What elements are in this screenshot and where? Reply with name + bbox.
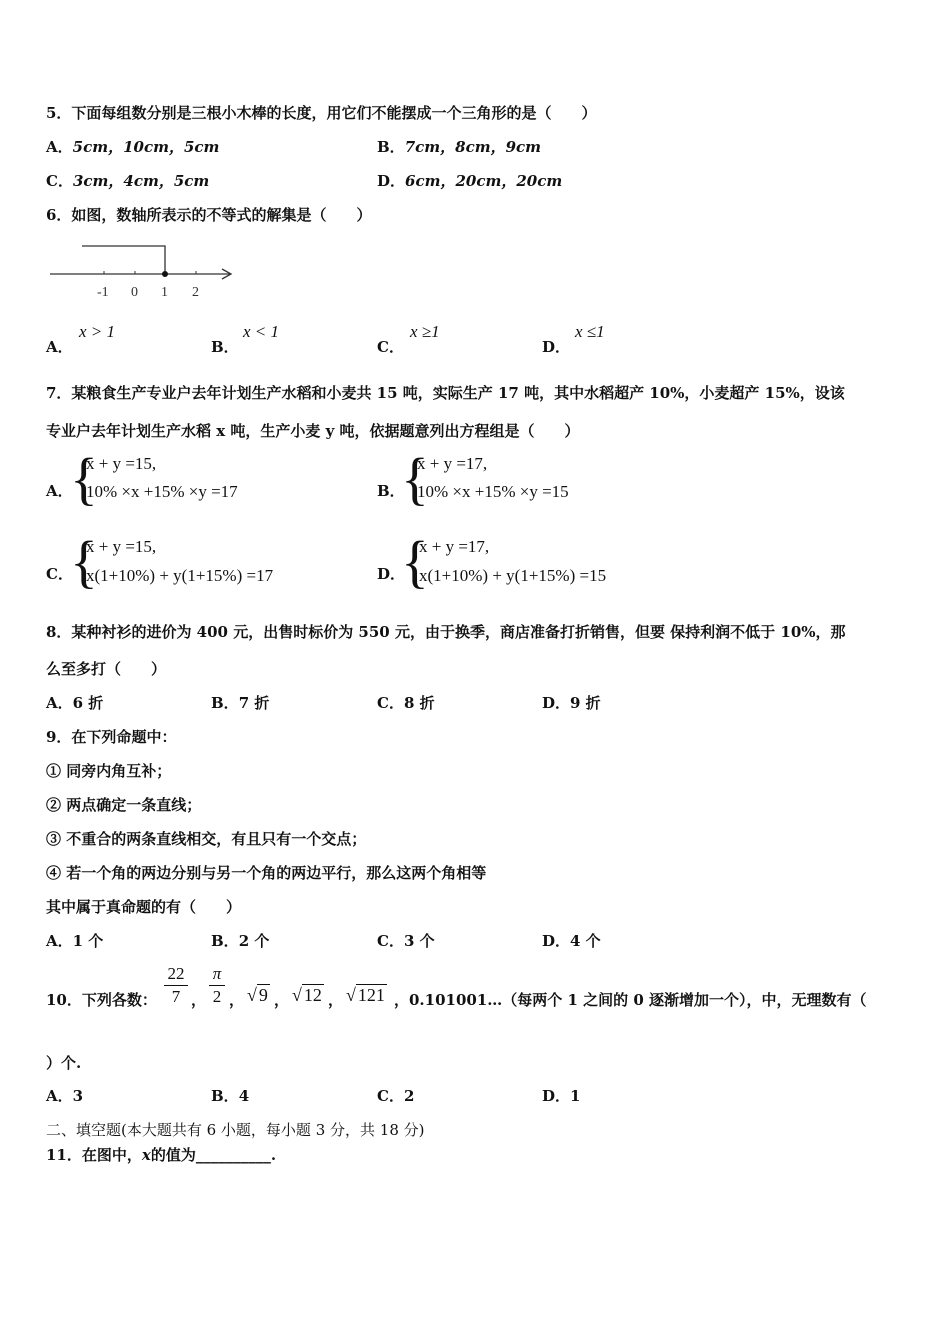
- section-heading: 二、填空题(本大题共有 6 小题，每小题 3 分，共 18 分): [46, 1121, 425, 1139]
- q7-stem-line2: 专业户去年计划生产水稻 x 吨，生产小麦 y 吨，依据题意列出方程组是（ ）: [46, 422, 580, 440]
- q5-option-d: D．6cm，20cm，20cm: [377, 172, 563, 190]
- fraction-numerator: 22: [167, 964, 185, 983]
- number-line-figure: [46, 236, 246, 306]
- q7-option-c-letter: C．: [46, 565, 73, 583]
- q7-option-b-eq1: x + y =17,: [417, 454, 488, 473]
- q7-option-b-letter: B．: [377, 482, 405, 500]
- q7-option-a-eq2: 10% ×x +15% ×y =17: [86, 482, 238, 501]
- fraction-pi-over-2: [209, 964, 225, 1007]
- q9-option-b: B．2 个: [211, 932, 270, 950]
- q10-option-a: A．3: [46, 1087, 84, 1105]
- q7-option-d-letter: D．: [377, 565, 406, 583]
- q8-option-b: B．7 折: [211, 694, 270, 712]
- q11-text: 11．在图中，x的值为__________.: [46, 1146, 277, 1164]
- q7-option-b-eq2: 10% ×x +15% ×y =15: [417, 482, 569, 501]
- q9-item-3: ③ 不重合的两条直线相交，有且只有一个交点；: [46, 830, 367, 848]
- fraction-denominator: 7: [171, 987, 181, 1006]
- q8-option-d: D．9 折: [542, 694, 601, 712]
- left-brace: {: [70, 446, 98, 511]
- q6-option-a-letter: A．: [46, 338, 73, 356]
- comma: ，: [274, 991, 290, 1009]
- comma: ，: [191, 991, 207, 1009]
- q8-stem-line1: 8．某种衬衫的进价为 400 元，出售时标价为 550 元，由于换季，商店准备打折销售，但要 保持利润不低于 10%，那: [46, 623, 846, 641]
- q8-option-a: A．6 折: [46, 694, 104, 712]
- q5-option-b: B．7cm，8cm，9cm: [377, 138, 542, 156]
- tick-label: 0: [131, 285, 138, 300]
- q6-option-d-letter: D．: [542, 338, 571, 356]
- q10-prefix: 10．下列各数：: [46, 991, 157, 1009]
- fraction-denominator: 2: [212, 987, 222, 1006]
- sqrt-121: √ 121: [346, 985, 385, 1005]
- fraction-22-over-7: [164, 964, 188, 1007]
- comma: ，: [229, 991, 245, 1009]
- q7-option-d-eq2: x(1+10%) + y(1+15%) =15: [419, 566, 607, 585]
- solid-endpoint: [162, 271, 168, 277]
- solution-ray: [82, 246, 165, 274]
- fraction-numerator: π: [212, 964, 222, 983]
- q5-option-a: A．5cm，10cm，5cm: [46, 138, 220, 156]
- q9-item-2: ② 两点确定一条直线；: [46, 796, 202, 814]
- q10-option-d: D．1: [542, 1087, 581, 1105]
- q10-option-c: C．2: [377, 1087, 415, 1105]
- q7-option-c-eq1: x + y =15,: [86, 537, 157, 556]
- q9-option-d: D．4 个: [542, 932, 601, 950]
- tick-label: 1: [161, 285, 168, 300]
- q5-stem: 5．下面每组数分别是三根小木棒的长度，用它们不能摆成一个三角形的是（ ）: [46, 104, 597, 122]
- q7-option-c-eq2: x(1+10%) + y(1+15%) =17: [86, 566, 274, 585]
- q7-option-a-letter: A．: [46, 482, 73, 500]
- answer-blank[interactable]: __________: [195, 1146, 271, 1164]
- tick-label: -1: [97, 285, 109, 300]
- q6-option-c-text: x ≥1: [410, 322, 440, 341]
- left-brace: {: [70, 529, 98, 594]
- comma: ，: [328, 991, 344, 1009]
- q9-item-4: ④ 若一个角的两边分别与另一个角的两边平行，那么这两个角相等: [46, 864, 487, 882]
- q5-option-c: C．3cm，4cm，5cm: [46, 172, 210, 190]
- q8-option-c: C．8 折: [377, 694, 435, 712]
- q6-option-a-text: x > 1: [79, 322, 116, 341]
- sqrt-9: √ 9: [247, 985, 268, 1005]
- q7-stem-line1: 7．某粮食生产专业户去年计划生产水稻和小麦共 15 吨，实际生产 17 吨，其中水稻超产 10%，小麦超产 15%，设该: [46, 384, 845, 402]
- left-brace: {: [401, 529, 429, 594]
- sqrt-12: √ 12: [292, 985, 322, 1005]
- left-brace: {: [401, 446, 429, 511]
- q8-stem-line2: 么至多打（ ）: [46, 660, 167, 678]
- q6-option-c-letter: C．: [377, 338, 404, 356]
- q7-option-d-eq1: x + y =17,: [419, 537, 490, 556]
- q6-option-b-text: x < 1: [243, 322, 280, 341]
- q7-option-a-eq1: x + y =15,: [86, 454, 157, 473]
- tick-label: 2: [192, 285, 199, 300]
- q10-line2: ）个.: [46, 1054, 82, 1072]
- q9-question: 其中属于真命题的有（ ）: [46, 898, 242, 916]
- q9-item-1: ① 同旁内角互补；: [46, 762, 172, 780]
- q6-option-b-letter: B．: [211, 338, 239, 356]
- q9-option-a: A．1 个: [46, 932, 104, 950]
- q10-suffix: ，0.101001…（每两个 1 之间的 0 逐渐增加一个），中，无理数有（: [394, 991, 867, 1009]
- q6-stem: 6．如图，数轴所表示的不等式的解集是（ ）: [46, 206, 372, 224]
- q9-option-c: C．3 个: [377, 932, 435, 950]
- q6-option-d-text: x ≤1: [575, 322, 605, 341]
- q9-stem: 9．在下列命题中：: [46, 728, 177, 746]
- q10-option-b: B．4: [211, 1087, 250, 1105]
